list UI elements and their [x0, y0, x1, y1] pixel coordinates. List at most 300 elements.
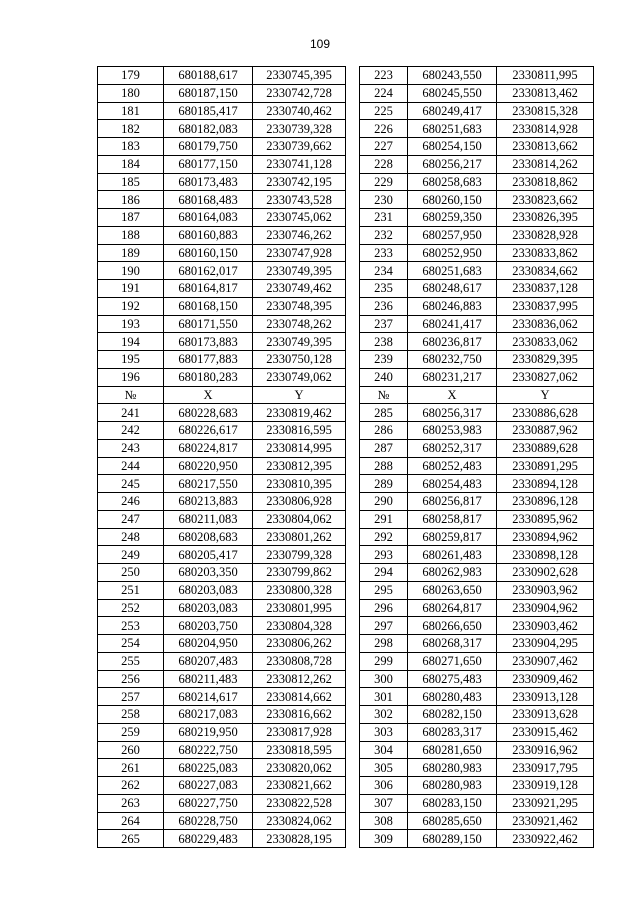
- left-x-coordinate: 680225,083: [164, 759, 253, 777]
- column-gap: [346, 457, 360, 475]
- right-point-number: 297: [360, 617, 408, 635]
- table-row: [98, 741, 594, 759]
- page-number: 109: [309, 37, 331, 51]
- right-y-coordinate: 2330837,995: [497, 297, 594, 315]
- left-y-coordinate: 2330821,662: [253, 777, 346, 795]
- table-row: [98, 652, 594, 670]
- right-y-coordinate: 2330828,928: [497, 226, 594, 244]
- left-point-number: 193: [98, 315, 164, 333]
- right-x-coordinate: 680252,317: [408, 439, 497, 457]
- left-y-coordinate: 2330743,528: [253, 191, 346, 209]
- right-y-coordinate: 2330915,462: [497, 723, 594, 741]
- right-y-coordinate: 2330837,128: [497, 280, 594, 298]
- left-point-number: 192: [98, 297, 164, 315]
- left-x-coordinate: 680228,683: [164, 404, 253, 422]
- right-x-coordinate: X: [408, 386, 497, 404]
- column-gap: [346, 812, 360, 830]
- table-row: [98, 315, 594, 333]
- left-point-number: 191: [98, 280, 164, 298]
- right-point-number: 305: [360, 759, 408, 777]
- column-gap: [346, 315, 360, 333]
- table-row: [98, 102, 594, 120]
- column-gap: [346, 546, 360, 564]
- right-y-coordinate: 2330811,995: [497, 67, 594, 85]
- left-x-coordinate: 680164,817: [164, 280, 253, 298]
- right-point-number: 286: [360, 422, 408, 440]
- left-point-number: 185: [98, 173, 164, 191]
- left-x-coordinate: 680227,083: [164, 777, 253, 795]
- table-row: [98, 226, 594, 244]
- left-y-coordinate: 2330818,595: [253, 741, 346, 759]
- left-y-coordinate: 2330812,395: [253, 457, 346, 475]
- table-row: [98, 777, 594, 795]
- left-point-number: 189: [98, 244, 164, 262]
- left-x-coordinate: 680228,750: [164, 812, 253, 830]
- table-row: [98, 138, 594, 156]
- table-row: [98, 599, 594, 617]
- left-point-number: 190: [98, 262, 164, 280]
- column-gap: [346, 102, 360, 120]
- left-y-coordinate: 2330749,062: [253, 368, 346, 386]
- coordinates-table: [97, 66, 594, 848]
- left-x-coordinate: 680211,083: [164, 510, 253, 528]
- left-point-number: 254: [98, 635, 164, 653]
- left-y-coordinate: 2330806,928: [253, 493, 346, 511]
- right-x-coordinate: 680282,150: [408, 706, 497, 724]
- column-gap: [346, 226, 360, 244]
- left-y-coordinate: 2330800,328: [253, 581, 346, 599]
- right-y-coordinate: 2330913,128: [497, 688, 594, 706]
- left-y-coordinate: 2330816,662: [253, 706, 346, 724]
- right-x-coordinate: 680258,683: [408, 173, 497, 191]
- right-x-coordinate: 680256,817: [408, 493, 497, 511]
- table-row: [98, 812, 594, 830]
- right-point-number: №: [360, 386, 408, 404]
- right-point-number: 234: [360, 262, 408, 280]
- left-point-number: 257: [98, 688, 164, 706]
- left-point-number: 249: [98, 546, 164, 564]
- left-point-number: 248: [98, 528, 164, 546]
- left-y-coordinate: 2330812,262: [253, 670, 346, 688]
- left-point-number: 244: [98, 457, 164, 475]
- right-point-number: 290: [360, 493, 408, 511]
- right-y-coordinate: 2330894,962: [497, 528, 594, 546]
- right-y-coordinate: 2330829,395: [497, 351, 594, 369]
- right-x-coordinate: 680257,950: [408, 226, 497, 244]
- left-point-number: 263: [98, 794, 164, 812]
- left-point-number: 252: [98, 599, 164, 617]
- coordinates-table-body: [98, 67, 594, 848]
- right-point-number: 288: [360, 457, 408, 475]
- left-x-coordinate: 680171,550: [164, 315, 253, 333]
- right-x-coordinate: 680241,417: [408, 315, 497, 333]
- left-point-number: 256: [98, 670, 164, 688]
- right-x-coordinate: 680275,483: [408, 670, 497, 688]
- right-point-number: 294: [360, 564, 408, 582]
- left-point-number: 186: [98, 191, 164, 209]
- left-x-coordinate: 680179,750: [164, 138, 253, 156]
- right-point-number: 301: [360, 688, 408, 706]
- table-row: [98, 706, 594, 724]
- left-x-coordinate: 680173,483: [164, 173, 253, 191]
- left-y-coordinate: Y: [253, 386, 346, 404]
- right-x-coordinate: 680280,483: [408, 688, 497, 706]
- left-point-number: 251: [98, 581, 164, 599]
- right-point-number: 240: [360, 368, 408, 386]
- column-gap: [346, 209, 360, 227]
- right-x-coordinate: 680256,317: [408, 404, 497, 422]
- column-gap: [346, 386, 360, 404]
- right-x-coordinate: 680251,683: [408, 120, 497, 138]
- right-point-number: 307: [360, 794, 408, 812]
- left-y-coordinate: 2330740,462: [253, 102, 346, 120]
- right-point-number: 304: [360, 741, 408, 759]
- left-point-number: 255: [98, 652, 164, 670]
- table-row: [98, 368, 594, 386]
- right-y-coordinate: 2330913,628: [497, 706, 594, 724]
- left-y-coordinate: 2330748,262: [253, 315, 346, 333]
- table-row: [98, 120, 594, 138]
- column-gap: [346, 493, 360, 511]
- right-y-coordinate: 2330813,462: [497, 84, 594, 102]
- left-y-coordinate: 2330748,395: [253, 297, 346, 315]
- right-x-coordinate: 680254,483: [408, 475, 497, 493]
- right-point-number: 239: [360, 351, 408, 369]
- right-point-number: 287: [360, 439, 408, 457]
- left-x-coordinate: 680205,417: [164, 546, 253, 564]
- column-gap: [346, 741, 360, 759]
- column-gap: [346, 244, 360, 262]
- right-y-coordinate: 2330836,062: [497, 315, 594, 333]
- right-x-coordinate: 680280,983: [408, 777, 497, 795]
- right-point-number: 226: [360, 120, 408, 138]
- right-point-number: 298: [360, 635, 408, 653]
- column-gap: [346, 67, 360, 85]
- table-row: [98, 723, 594, 741]
- left-y-coordinate: 2330799,328: [253, 546, 346, 564]
- left-x-coordinate: 680211,483: [164, 670, 253, 688]
- left-y-coordinate: 2330808,728: [253, 652, 346, 670]
- table-row: [98, 457, 594, 475]
- left-point-number: 188: [98, 226, 164, 244]
- right-x-coordinate: 680280,983: [408, 759, 497, 777]
- left-x-coordinate: 680160,883: [164, 226, 253, 244]
- right-y-coordinate: 2330887,962: [497, 422, 594, 440]
- left-point-number: 196: [98, 368, 164, 386]
- left-y-coordinate: 2330824,062: [253, 812, 346, 830]
- right-point-number: 306: [360, 777, 408, 795]
- left-x-coordinate: 680224,817: [164, 439, 253, 457]
- left-y-coordinate: 2330739,662: [253, 138, 346, 156]
- table-row: [98, 191, 594, 209]
- left-x-coordinate: 680177,883: [164, 351, 253, 369]
- right-x-coordinate: 680245,550: [408, 84, 497, 102]
- right-x-coordinate: 680263,650: [408, 581, 497, 599]
- left-point-number: 241: [98, 404, 164, 422]
- left-y-coordinate: 2330806,262: [253, 635, 346, 653]
- right-x-coordinate: 680258,817: [408, 510, 497, 528]
- left-y-coordinate: 2330749,395: [253, 262, 346, 280]
- right-y-coordinate: 2330919,128: [497, 777, 594, 795]
- table-row: [98, 297, 594, 315]
- right-y-coordinate: 2330922,462: [497, 830, 594, 848]
- left-y-coordinate: 2330750,128: [253, 351, 346, 369]
- right-y-coordinate: 2330827,062: [497, 368, 594, 386]
- left-x-coordinate: 680168,150: [164, 297, 253, 315]
- right-x-coordinate: 680254,150: [408, 138, 497, 156]
- left-point-number: 264: [98, 812, 164, 830]
- right-x-coordinate: 680252,483: [408, 457, 497, 475]
- right-point-number: 292: [360, 528, 408, 546]
- right-point-number: 300: [360, 670, 408, 688]
- right-point-number: 230: [360, 191, 408, 209]
- left-point-number: 250: [98, 564, 164, 582]
- right-x-coordinate: 680264,817: [408, 599, 497, 617]
- left-y-coordinate: 2330820,062: [253, 759, 346, 777]
- right-y-coordinate: 2330898,128: [497, 546, 594, 564]
- left-x-coordinate: 680162,017: [164, 262, 253, 280]
- right-point-number: 231: [360, 209, 408, 227]
- right-point-number: 235: [360, 280, 408, 298]
- table-row: [98, 528, 594, 546]
- left-y-coordinate: 2330742,195: [253, 173, 346, 191]
- left-y-coordinate: 2330816,595: [253, 422, 346, 440]
- table-row: [98, 422, 594, 440]
- left-x-coordinate: 680226,617: [164, 422, 253, 440]
- right-point-number: 225: [360, 102, 408, 120]
- left-y-coordinate: 2330804,062: [253, 510, 346, 528]
- right-y-coordinate: 2330833,062: [497, 333, 594, 351]
- right-x-coordinate: 680246,883: [408, 297, 497, 315]
- left-y-coordinate: 2330814,662: [253, 688, 346, 706]
- column-gap: [346, 599, 360, 617]
- right-y-coordinate: 2330814,928: [497, 120, 594, 138]
- table-row: [98, 475, 594, 493]
- table-row: [98, 244, 594, 262]
- column-gap: [346, 84, 360, 102]
- left-point-number: 181: [98, 102, 164, 120]
- table-row: [98, 155, 594, 173]
- column-gap: [346, 635, 360, 653]
- right-point-number: 299: [360, 652, 408, 670]
- table-row: [98, 564, 594, 582]
- left-x-coordinate: 680164,083: [164, 209, 253, 227]
- table-row: [98, 688, 594, 706]
- table-header-row: [98, 386, 594, 404]
- left-point-number: 195: [98, 351, 164, 369]
- table-row: [98, 581, 594, 599]
- left-point-number: 245: [98, 475, 164, 493]
- column-gap: [346, 422, 360, 440]
- table-row: [98, 67, 594, 85]
- left-y-coordinate: 2330746,262: [253, 226, 346, 244]
- right-x-coordinate: 680259,350: [408, 209, 497, 227]
- right-y-coordinate: 2330823,662: [497, 191, 594, 209]
- right-x-coordinate: 680251,683: [408, 262, 497, 280]
- column-gap: [346, 581, 360, 599]
- table-row: [98, 173, 594, 191]
- table-row: [98, 439, 594, 457]
- left-x-coordinate: 680214,617: [164, 688, 253, 706]
- column-gap: [346, 368, 360, 386]
- right-y-coordinate: 2330916,962: [497, 741, 594, 759]
- column-gap: [346, 439, 360, 457]
- right-x-coordinate: 680249,417: [408, 102, 497, 120]
- column-gap: [346, 723, 360, 741]
- table-row: [98, 404, 594, 422]
- left-point-number: 179: [98, 67, 164, 85]
- left-x-coordinate: 680203,750: [164, 617, 253, 635]
- right-y-coordinate: 2330886,628: [497, 404, 594, 422]
- table-row: [98, 493, 594, 511]
- table-row: [98, 830, 594, 848]
- right-y-coordinate: 2330815,328: [497, 102, 594, 120]
- right-x-coordinate: 680260,150: [408, 191, 497, 209]
- left-y-coordinate: 2330747,928: [253, 244, 346, 262]
- left-x-coordinate: 680203,083: [164, 599, 253, 617]
- left-point-number: 261: [98, 759, 164, 777]
- right-y-coordinate: 2330902,628: [497, 564, 594, 582]
- column-gap: [346, 510, 360, 528]
- column-gap: [346, 138, 360, 156]
- left-y-coordinate: 2330745,395: [253, 67, 346, 85]
- right-x-coordinate: 680248,617: [408, 280, 497, 298]
- left-point-number: 184: [98, 155, 164, 173]
- right-y-coordinate: 2330917,795: [497, 759, 594, 777]
- table-row: [98, 759, 594, 777]
- right-point-number: 285: [360, 404, 408, 422]
- left-x-coordinate: 680185,417: [164, 102, 253, 120]
- left-x-coordinate: 680227,750: [164, 794, 253, 812]
- right-x-coordinate: 680283,150: [408, 794, 497, 812]
- right-y-coordinate: 2330904,295: [497, 635, 594, 653]
- right-point-number: 228: [360, 155, 408, 173]
- right-y-coordinate: Y: [497, 386, 594, 404]
- right-x-coordinate: 680256,217: [408, 155, 497, 173]
- column-gap: [346, 155, 360, 173]
- right-y-coordinate: 2330921,295: [497, 794, 594, 812]
- left-y-coordinate: 2330804,328: [253, 617, 346, 635]
- left-x-coordinate: 680217,083: [164, 706, 253, 724]
- table-row: [98, 670, 594, 688]
- right-point-number: 223: [360, 67, 408, 85]
- left-point-number: 265: [98, 830, 164, 848]
- right-x-coordinate: 680253,983: [408, 422, 497, 440]
- left-y-coordinate: 2330819,462: [253, 404, 346, 422]
- left-y-coordinate: 2330814,995: [253, 439, 346, 457]
- right-point-number: 289: [360, 475, 408, 493]
- column-gap: [346, 759, 360, 777]
- left-y-coordinate: 2330801,995: [253, 599, 346, 617]
- left-y-coordinate: 2330810,395: [253, 475, 346, 493]
- right-y-coordinate: 2330814,262: [497, 155, 594, 173]
- right-x-coordinate: 680283,317: [408, 723, 497, 741]
- left-y-coordinate: 2330742,728: [253, 84, 346, 102]
- column-gap: [346, 652, 360, 670]
- left-x-coordinate: 680222,750: [164, 741, 253, 759]
- column-gap: [346, 297, 360, 315]
- right-point-number: 238: [360, 333, 408, 351]
- left-y-coordinate: 2330801,262: [253, 528, 346, 546]
- left-point-number: 183: [98, 138, 164, 156]
- left-y-coordinate: 2330741,128: [253, 155, 346, 173]
- left-point-number: 253: [98, 617, 164, 635]
- left-point-number: 262: [98, 777, 164, 795]
- left-y-coordinate: 2330822,528: [253, 794, 346, 812]
- left-y-coordinate: 2330817,928: [253, 723, 346, 741]
- table-row: [98, 262, 594, 280]
- column-gap: [346, 333, 360, 351]
- left-x-coordinate: 680173,883: [164, 333, 253, 351]
- right-y-coordinate: 2330904,962: [497, 599, 594, 617]
- right-y-coordinate: 2330909,462: [497, 670, 594, 688]
- right-x-coordinate: 680271,650: [408, 652, 497, 670]
- left-x-coordinate: 680177,150: [164, 155, 253, 173]
- left-y-coordinate: 2330749,462: [253, 280, 346, 298]
- column-gap: [346, 688, 360, 706]
- right-y-coordinate: 2330895,962: [497, 510, 594, 528]
- right-x-coordinate: 680285,650: [408, 812, 497, 830]
- left-x-coordinate: 680208,683: [164, 528, 253, 546]
- left-x-coordinate: 680203,350: [164, 564, 253, 582]
- left-point-number: №: [98, 386, 164, 404]
- right-y-coordinate: 2330894,128: [497, 475, 594, 493]
- left-x-coordinate: 680160,150: [164, 244, 253, 262]
- left-point-number: 182: [98, 120, 164, 138]
- table-row: [98, 84, 594, 102]
- right-point-number: 296: [360, 599, 408, 617]
- right-point-number: 229: [360, 173, 408, 191]
- left-point-number: 194: [98, 333, 164, 351]
- column-gap: [346, 794, 360, 812]
- column-gap: [346, 120, 360, 138]
- table-row: [98, 333, 594, 351]
- left-x-coordinate: 680213,883: [164, 493, 253, 511]
- right-point-number: 302: [360, 706, 408, 724]
- left-point-number: 246: [98, 493, 164, 511]
- right-point-number: 224: [360, 84, 408, 102]
- right-point-number: 308: [360, 812, 408, 830]
- right-point-number: 291: [360, 510, 408, 528]
- column-gap: [346, 528, 360, 546]
- left-x-coordinate: 680182,083: [164, 120, 253, 138]
- right-point-number: 236: [360, 297, 408, 315]
- left-point-number: 187: [98, 209, 164, 227]
- table-row: [98, 510, 594, 528]
- left-point-number: 260: [98, 741, 164, 759]
- left-y-coordinate: 2330749,395: [253, 333, 346, 351]
- right-y-coordinate: 2330907,462: [497, 652, 594, 670]
- right-x-coordinate: 680232,750: [408, 351, 497, 369]
- left-x-coordinate: 680203,083: [164, 581, 253, 599]
- left-x-coordinate: 680180,283: [164, 368, 253, 386]
- left-x-coordinate: 680229,483: [164, 830, 253, 848]
- right-point-number: 303: [360, 723, 408, 741]
- right-y-coordinate: 2330813,662: [497, 138, 594, 156]
- right-point-number: 227: [360, 138, 408, 156]
- column-gap: [346, 280, 360, 298]
- table-row: [98, 351, 594, 369]
- right-x-coordinate: 680262,983: [408, 564, 497, 582]
- right-x-coordinate: 680261,483: [408, 546, 497, 564]
- right-point-number: 232: [360, 226, 408, 244]
- right-y-coordinate: 2330889,628: [497, 439, 594, 457]
- table-row: [98, 546, 594, 564]
- left-x-coordinate: 680188,617: [164, 67, 253, 85]
- right-y-coordinate: 2330903,462: [497, 617, 594, 635]
- right-point-number: 309: [360, 830, 408, 848]
- right-y-coordinate: 2330818,862: [497, 173, 594, 191]
